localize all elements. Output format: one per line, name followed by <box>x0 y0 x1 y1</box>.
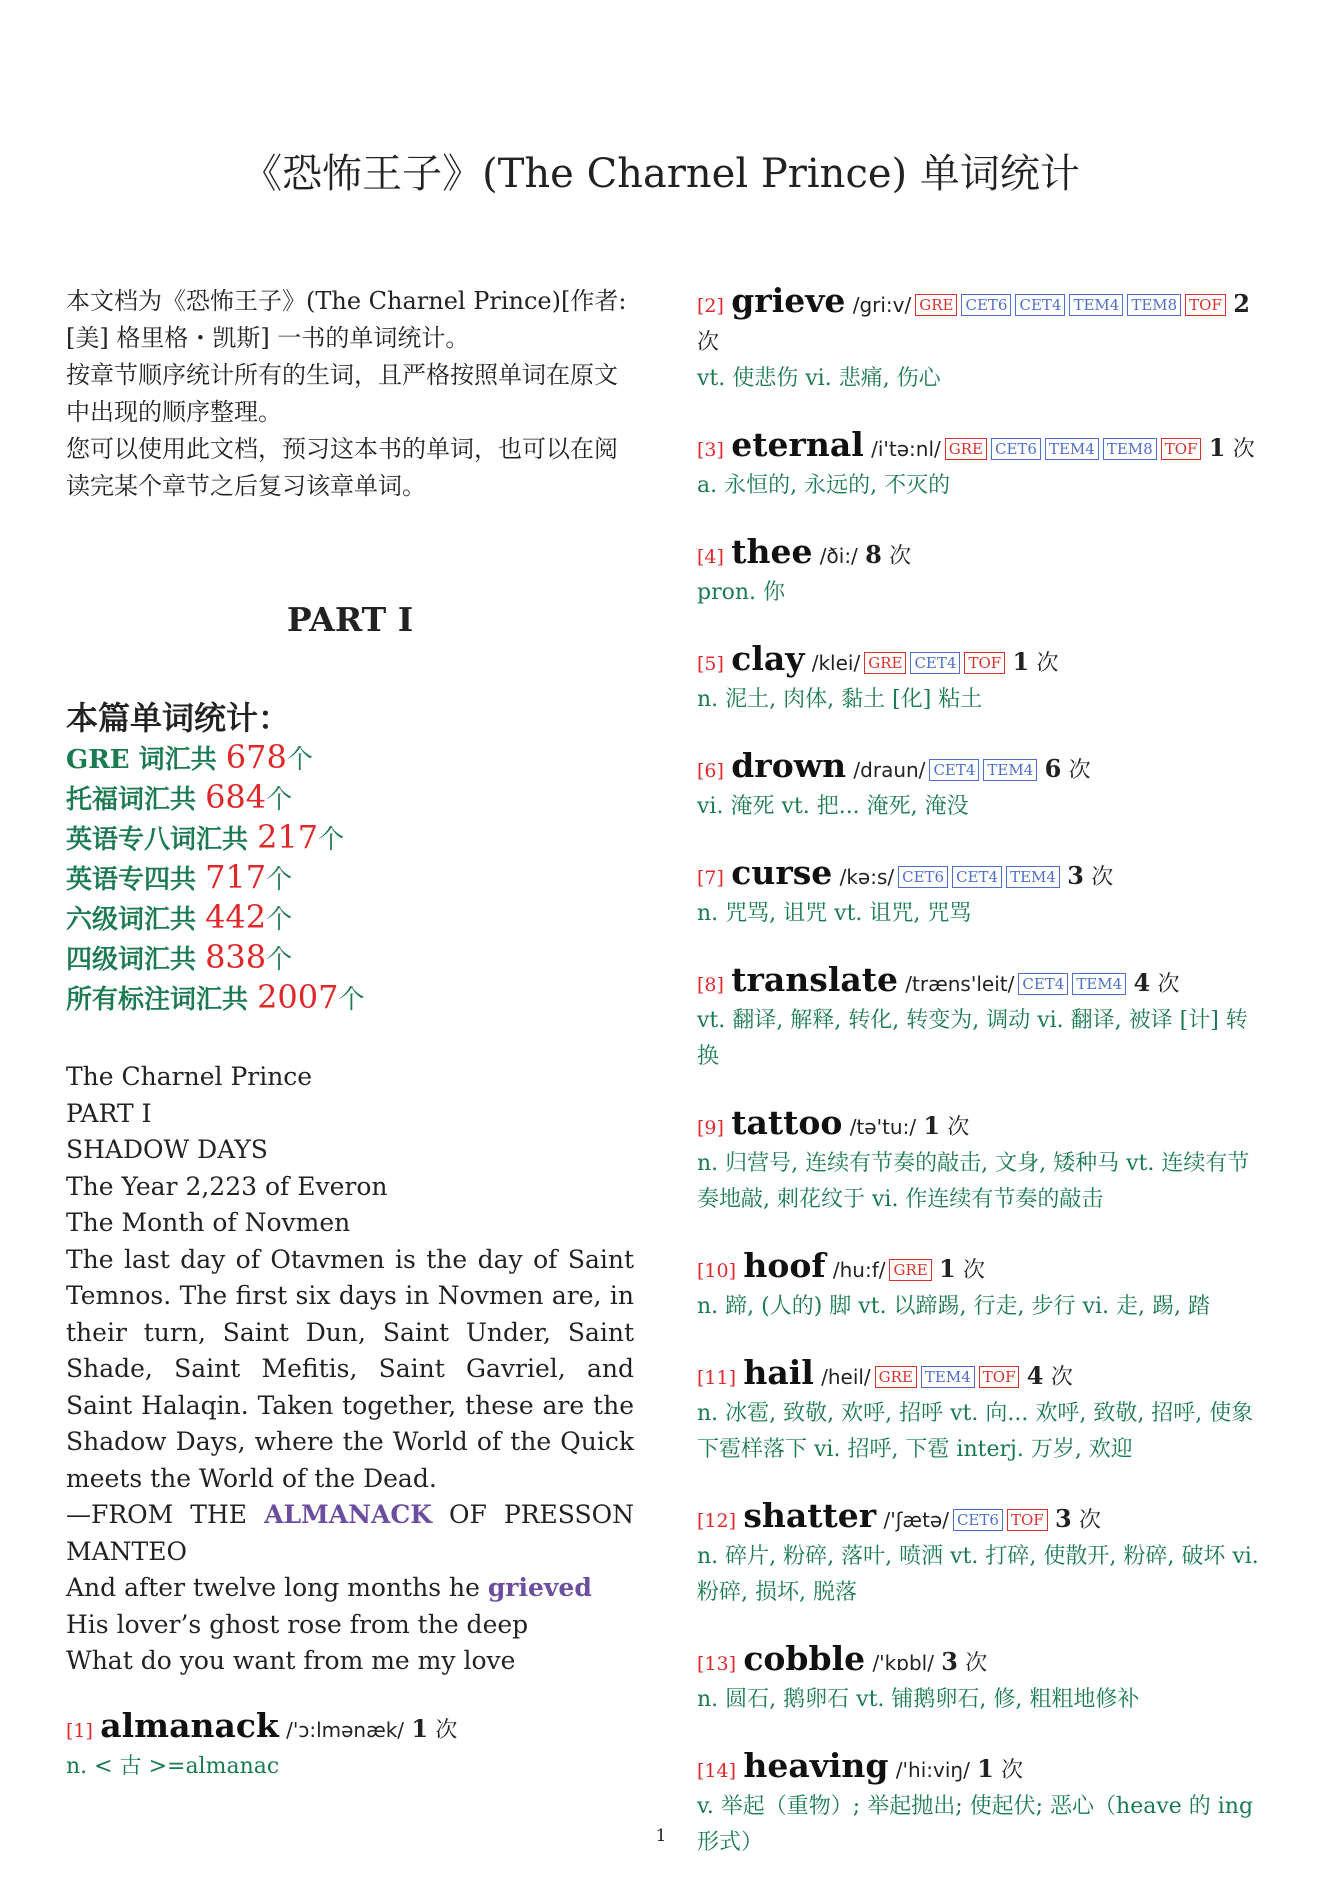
entry-count: 3 <box>1054 1504 1072 1533</box>
vocab-entry <box>697 1248 1267 1325</box>
entry-index: [10] <box>697 1260 737 1282</box>
entry-word: heaving <box>743 1746 889 1785</box>
intro-line: 您可以使用此文档，预习这本书的单词，也可以在阅读完某个章节之后复习该章单词。 <box>66 435 618 500</box>
entry-head <box>697 748 1267 789</box>
vocab-entry <box>697 1498 1267 1611</box>
entry-index: [12] <box>697 1510 737 1532</box>
entry-count-unit: 次 <box>1157 972 1180 997</box>
document-title: 《恐怖王子》(The Charnel Prince) 单词统计 <box>242 151 1080 197</box>
stat-row: 四级词汇共 838个 <box>66 938 293 976</box>
entry-count-unit: 次 <box>435 1717 458 1743</box>
entry-head <box>697 1641 1267 1682</box>
entry-phonetic: /'hi:viŋ/ <box>895 1758 970 1782</box>
entry-index: [5] <box>697 653 724 675</box>
entry-count: 1 <box>977 1754 994 1783</box>
intro-line: 本文档为《恐怖王子》(The Charnel Prince)[作者: [美] 格里格・凯斯] 一书的单词统计。 <box>66 287 627 352</box>
entry-definition: n. 泥土, 肉体, 黏土 [化] 粘土 <box>697 687 983 712</box>
entry-definition: n. 蹄, (人的) 脚 vt. 以蹄踢, 行走, 步行 vi. 走, 踢, 踏 <box>697 1294 1210 1319</box>
entry-definition: vt. 使悲伤 vi. 悲痛, 伤心 <box>697 366 941 391</box>
verse-line: What do you want from me my love <box>66 1646 516 1675</box>
entry-count-unit: 次 <box>1232 437 1255 462</box>
entry-head <box>697 1105 1267 1146</box>
book-text <box>66 1059 634 1680</box>
level-tag: TOF <box>964 652 1005 674</box>
left-column <box>66 283 634 1815</box>
level-tag: CET6 <box>961 294 1011 316</box>
entry-count: 3 <box>941 1647 958 1676</box>
entry-count: 8 <box>865 540 882 569</box>
verse-line: And after twelve long months he grieved <box>66 1573 592 1602</box>
stat-row: GRE 词汇共 678个 <box>66 738 313 776</box>
level-tag: TEM4 <box>1072 973 1126 995</box>
entry-count: 1 <box>411 1713 429 1743</box>
entry-word: thee <box>731 532 813 571</box>
text-paragraph: The last day of Otavmen is the day of Saint Temnos. The first six days in Novmen are, in their turn, Saint Dun, Saint Under, Saint Shade, Saint Mefitis, Saint Gavriel, and Saint Halaqin. Taken together, these are the Shadow Days, where the World of the Quick meets the World of the Dead. <box>66 1244 634 1493</box>
entry-index: [8] <box>697 974 724 996</box>
entry-head <box>697 641 1267 682</box>
entry-word: translate <box>731 960 898 999</box>
entry-count: 3 <box>1067 861 1084 890</box>
text-line: SHADOW DAYS <box>66 1135 268 1164</box>
level-tag: CET4 <box>1018 973 1068 995</box>
text-line: The Month of Novmen <box>66 1208 351 1237</box>
entry-count: 4 <box>1026 1361 1044 1390</box>
entry-index: [7] <box>697 867 724 889</box>
stats-list <box>66 739 634 1019</box>
entry-index: [3] <box>697 439 724 461</box>
left-vocab-list <box>66 1705 634 1785</box>
entry-phonetic: /'kɒbl/ <box>872 1651 934 1675</box>
highlight-word: grieved <box>487 1573 592 1602</box>
entry-definition: vt. 翻译, 解释, 转化, 转变为, 调动 vi. 翻译, 被译 [计] 转换 <box>697 1008 1248 1069</box>
intro-line: 按章节顺序统计所有的生词，且严格按照单词在原文中出现的顺序整理。 <box>66 361 618 426</box>
entry-word: clay <box>731 639 805 678</box>
stat-row: 英语专八词汇共 217个 <box>66 818 345 856</box>
vocab-entry <box>697 427 1267 504</box>
entry-count: 1 <box>1012 647 1030 676</box>
entry-head <box>697 1748 1267 1789</box>
vocab-entry <box>66 1705 634 1785</box>
entry-word: cobble <box>743 1639 866 1678</box>
level-tag: TOF <box>1185 294 1226 316</box>
entry-index: [11] <box>697 1367 737 1389</box>
level-tag: CET4 <box>1015 294 1065 316</box>
entry-head <box>697 427 1267 468</box>
entry-head <box>697 855 1267 896</box>
entry-head <box>697 1248 1267 1289</box>
entry-definition: vi. 淹死 vt. 把... 淹死, 淹没 <box>697 794 969 819</box>
entry-index: [2] <box>697 295 724 317</box>
level-tag: GRE <box>864 652 906 674</box>
level-tag: CET6 <box>898 866 948 888</box>
level-tag: CET4 <box>910 652 960 674</box>
entry-count-unit: 次 <box>1036 651 1059 676</box>
text-line: The Year 2,223 of Everon <box>66 1171 388 1201</box>
entry-phonetic: /draun/ <box>853 758 926 782</box>
level-tag: GRE <box>945 438 987 460</box>
level-tag: TEM4 <box>1045 438 1099 460</box>
entry-word: curse <box>731 853 833 892</box>
entry-word: almanack <box>100 1705 279 1745</box>
vocab-entry <box>697 641 1267 718</box>
vocab-entry <box>697 283 1267 397</box>
text-line: PART I <box>66 1098 152 1128</box>
level-tag: TEM4 <box>1006 866 1060 888</box>
level-tag: TEM8 <box>1103 438 1157 460</box>
entry-index: [6] <box>697 760 724 782</box>
level-tag: TEM4 <box>1069 294 1123 316</box>
vocab-entry <box>697 1105 1267 1218</box>
entry-count-unit: 次 <box>965 1651 988 1676</box>
entry-count-unit: 次 <box>1068 758 1091 783</box>
entry-index: [9] <box>697 1117 724 1139</box>
entry-definition: pron. 你 <box>697 580 786 605</box>
entry-phonetic: /i'tə:nl/ <box>871 437 941 461</box>
entry-index: [1] <box>66 1719 93 1742</box>
entry-word: eternal <box>731 425 864 464</box>
level-tag: TOF <box>1161 438 1202 460</box>
from-line: —FROM THE ALMANACK OF PRESSON MANTEO <box>66 1500 634 1566</box>
entry-count: 6 <box>1044 754 1062 783</box>
stats-heading: 本篇单词统计： <box>66 699 291 737</box>
entry-count-unit: 次 <box>963 1258 986 1283</box>
entry-index: [13] <box>697 1653 737 1675</box>
level-tag: TOF <box>979 1366 1020 1388</box>
entry-definition: n. 归营号, 连续有节奏的敲击, 文身, 矮种马 vt. 连续有节奏地敲, 刺花纹于 vi. 作连续有节奏的敲击 <box>697 1151 1250 1212</box>
entry-count: 1 <box>1208 433 1226 462</box>
entry-word: hail <box>743 1353 814 1392</box>
entry-word: drown <box>731 746 847 785</box>
level-tag: TOF <box>1007 1509 1048 1531</box>
level-tag: CET4 <box>952 866 1002 888</box>
vocab-entry <box>697 1641 1267 1718</box>
stat-row: 英语专四共 717个 <box>66 858 293 896</box>
entry-head <box>697 534 1267 575</box>
entry-head <box>66 1705 634 1749</box>
entry-count-unit: 次 <box>1001 1758 1024 1783</box>
entry-phonetic: /kə:s/ <box>839 865 895 889</box>
vocab-entry <box>697 748 1267 825</box>
entry-phonetic: /hu:f/ <box>832 1258 886 1282</box>
entry-head <box>697 1498 1267 1539</box>
part-title: PART I <box>286 600 414 639</box>
text-line: The Charnel Prince <box>66 1062 313 1091</box>
entry-word: hoof <box>743 1246 826 1285</box>
level-tag: TEM4 <box>921 1366 975 1388</box>
entry-definition: a. 永恒的, 永远的, 不灭的 <box>697 473 951 498</box>
vocab-entry <box>697 1355 1267 1468</box>
entry-count: 1 <box>923 1111 941 1140</box>
entry-phonetic: /'ɔ:lmənæk/ <box>286 1717 405 1742</box>
entry-phonetic: /gri:v/ <box>852 293 912 317</box>
vocab-entry <box>697 855 1267 932</box>
level-tag: CET6 <box>991 438 1041 460</box>
vocab-entry <box>697 962 1267 1075</box>
entry-head <box>697 1355 1267 1396</box>
entry-count-unit: 次 <box>889 544 912 569</box>
intro <box>66 283 634 505</box>
entry-phonetic: /klei/ <box>811 651 861 675</box>
stat-row: 托福词汇共 684个 <box>66 778 293 816</box>
entry-word: shatter <box>743 1496 877 1535</box>
entry-count-unit: 次 <box>1078 1508 1101 1533</box>
entry-count-unit: 次 <box>1050 1365 1073 1390</box>
entry-phonetic: /heil/ <box>821 1365 871 1389</box>
entry-definition: n. < 古 >=almanac <box>66 1753 280 1779</box>
entry-phonetic: /træns'leit/ <box>905 972 1015 996</box>
stat-row: 六级词汇共 442个 <box>66 898 293 936</box>
entry-index: [4] <box>697 546 724 568</box>
entry-index: [14] <box>697 1760 737 1782</box>
vocab-entry <box>697 534 1267 611</box>
level-tag: GRE <box>875 1366 917 1388</box>
right-vocab-list <box>697 283 1267 1891</box>
level-tag: GRE <box>889 1259 931 1281</box>
level-tag: CET4 <box>929 759 979 781</box>
entry-count-unit: 次 <box>1091 865 1114 890</box>
entry-count: 1 <box>939 1254 956 1283</box>
entry-word: tattoo <box>731 1103 843 1142</box>
entry-count: 4 <box>1133 968 1151 997</box>
highlight-word: ALMANACK <box>264 1500 432 1529</box>
entry-count-unit: 次 <box>697 330 720 355</box>
entry-definition: n. 咒骂, 诅咒 vt. 诅咒, 咒骂 <box>697 901 972 926</box>
entry-definition: n. 圆石, 鹅卵石 vt. 铺鹅卵石, 修, 粗粗地修补 <box>697 1687 1140 1712</box>
entry-head <box>697 283 1267 361</box>
verse-line: His lover’s ghost rose from the deep <box>66 1609 529 1639</box>
entry-head <box>697 962 1267 1003</box>
entry-definition: n. 碎片, 粉碎, 落叶, 喷洒 vt. 打碎, 使散开, 粉碎, 破坏 vi. 粉碎, 损坏, 脱落 <box>697 1544 1259 1605</box>
entry-phonetic: /'ʃætə/ <box>883 1508 949 1532</box>
level-tag: TEM8 <box>1127 294 1181 316</box>
level-tag: TEM4 <box>983 759 1037 781</box>
entry-definition: n. 冰雹, 致敬, 欢呼, 招呼 vt. 向... 欢呼, 致敬, 招呼, 使象下雹样落下 vi. 招呼, 下雹 interj. 万岁, 欢迎 <box>697 1401 1254 1462</box>
entry-word: grieve <box>731 281 846 320</box>
entry-count-unit: 次 <box>947 1115 970 1140</box>
level-tag: CET6 <box>953 1509 1003 1531</box>
entry-definition: v. 举起（重物）; 举起抛出; 使起伏; 恶心（heave 的 ing 形式） <box>697 1794 1254 1855</box>
entry-count: 2 <box>1233 289 1250 318</box>
page-number: 1 <box>655 1826 667 1846</box>
level-tag: GRE <box>915 294 957 316</box>
entry-phonetic: /tə'tu:/ <box>849 1115 917 1139</box>
entry-phonetic: /ði:/ <box>819 544 858 568</box>
stat-row: 所有标注词汇共 2007个 <box>66 978 365 1016</box>
